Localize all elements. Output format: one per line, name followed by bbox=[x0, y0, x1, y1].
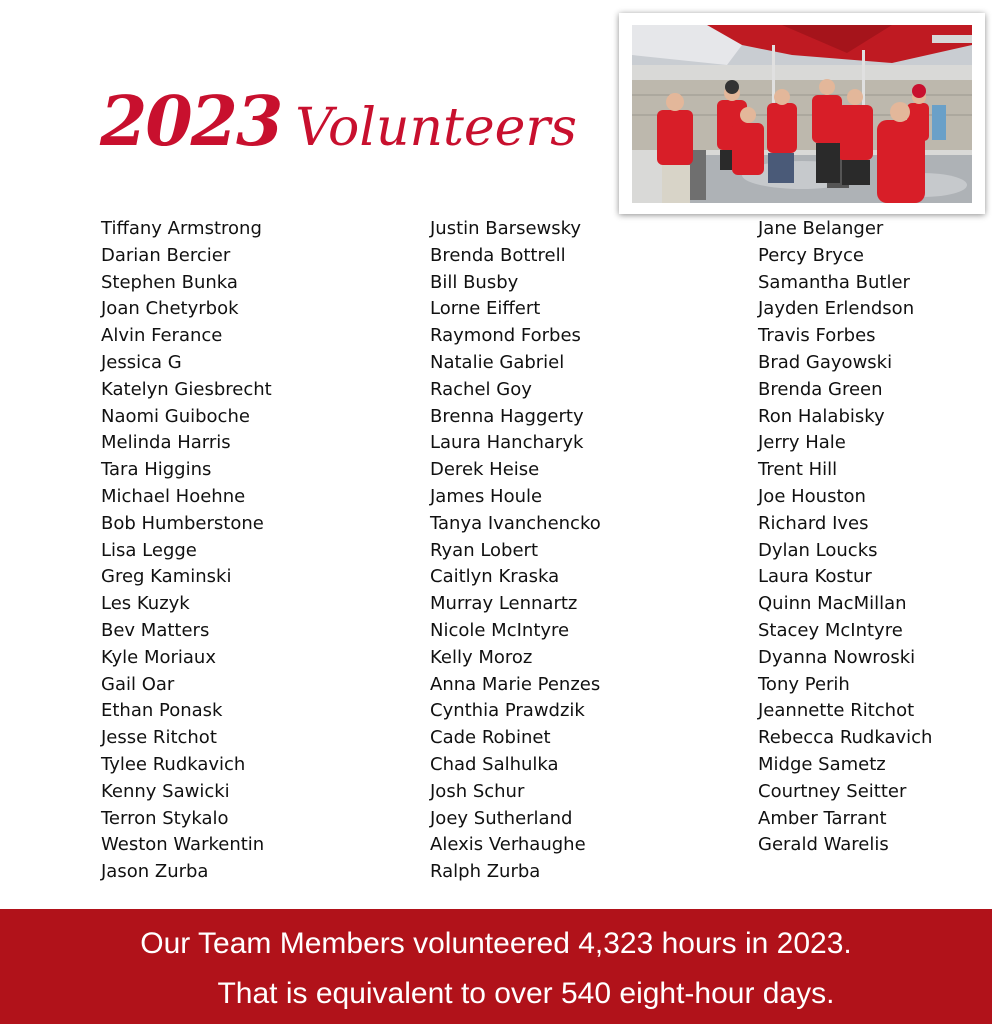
volunteer-name: Joan Chetyrbok bbox=[101, 298, 239, 320]
volunteer-name: Alexis Verhaughe bbox=[430, 834, 586, 856]
volunteer-name: Courtney Seitter bbox=[758, 780, 907, 802]
volunteer-name: Rachel Goy bbox=[430, 378, 532, 400]
volunteer-name: Greg Kaminski bbox=[101, 566, 232, 588]
volunteer-name: Tylee Rudkavich bbox=[101, 753, 246, 775]
volunteer-name: Tara Higgins bbox=[101, 459, 212, 481]
title-word: Volunteers bbox=[295, 98, 577, 158]
volunteer-name: Brenna Haggerty bbox=[430, 405, 584, 427]
volunteer-name: Kenny Sawicki bbox=[101, 780, 230, 802]
volunteer-name: Justin Barsewsky bbox=[430, 218, 582, 239]
volunteer-name: Bob Humberstone bbox=[101, 512, 264, 534]
volunteer-name: Derek Heise bbox=[430, 459, 540, 481]
volunteer-name: Darian Bercier bbox=[101, 244, 231, 266]
volunteer-name: Samantha Butler bbox=[758, 271, 910, 293]
volunteer-name: Trent Hill bbox=[758, 459, 838, 481]
volunteer-name: Weston Warkentin bbox=[101, 834, 265, 856]
volunteer-photo bbox=[619, 13, 985, 214]
volunteer-name: Joe Houston bbox=[758, 485, 866, 507]
volunteer-name: Jeannette Ritchot bbox=[758, 700, 915, 722]
volunteer-name: Gerald Warelis bbox=[758, 834, 889, 856]
volunteer-name: Laura Kostur bbox=[758, 566, 872, 588]
volunteer-name: Jane Belanger bbox=[758, 218, 884, 239]
volunteer-name: Josh Schur bbox=[430, 780, 525, 802]
banner-line-1: Our Team Members volunteered 4,323 hours in 2023. bbox=[140, 927, 852, 960]
volunteer-name: Stacey McIntyre bbox=[758, 619, 903, 641]
volunteer-name: Jason Zurba bbox=[101, 861, 209, 883]
volunteer-name: Bill Busby bbox=[430, 271, 519, 293]
volunteer-name: Chad Salhulka bbox=[430, 753, 559, 775]
volunteer-column-3 bbox=[758, 216, 932, 859]
volunteer-name: Lorne Eiffert bbox=[430, 298, 541, 320]
banner-line-2: That is equivalent to over 540 eight-hour days. bbox=[217, 977, 835, 1010]
volunteer-name: Ryan Lobert bbox=[430, 539, 539, 561]
volunteer-name: Katelyn Giesbrecht bbox=[101, 378, 272, 400]
page-title bbox=[100, 82, 577, 178]
volunteer-name: Tanya Ivanchencko bbox=[430, 512, 601, 534]
volunteer-column-2 bbox=[430, 216, 601, 886]
volunteer-name: Amber Tarrant bbox=[758, 807, 887, 829]
volunteer-name: Dyanna Nowroski bbox=[758, 646, 916, 668]
volunteer-name: Brad Gayowski bbox=[758, 351, 893, 373]
volunteer-name: Nicole McIntyre bbox=[430, 619, 570, 641]
volunteer-name: Anna Marie Penzes bbox=[430, 673, 601, 695]
title-year: 2023 bbox=[100, 82, 282, 162]
volunteer-name: Laura Hancharyk bbox=[430, 432, 584, 454]
volunteer-name: Jerry Hale bbox=[758, 432, 846, 454]
volunteer-name: Raymond Forbes bbox=[430, 325, 581, 347]
volunteer-name: Lisa Legge bbox=[101, 539, 197, 561]
volunteer-name: Alvin Ferance bbox=[101, 325, 223, 347]
volunteer-name: Natalie Gabriel bbox=[430, 351, 565, 373]
volunteer-name: Midge Sametz bbox=[758, 753, 886, 775]
volunteer-name: Jessica G bbox=[101, 351, 182, 373]
summary-banner bbox=[0, 909, 992, 1024]
volunteer-name: Naomi Guiboche bbox=[101, 405, 250, 427]
volunteer-name: Ralph Zurba bbox=[430, 861, 541, 883]
volunteer-name: James Houle bbox=[430, 485, 543, 507]
volunteer-name: Bev Matters bbox=[101, 619, 210, 641]
volunteer-name: Brenda Green bbox=[758, 378, 883, 400]
volunteer-name: Terron Stykalo bbox=[101, 807, 229, 829]
volunteer-column-1 bbox=[101, 216, 272, 886]
volunteer-name: Travis Forbes bbox=[758, 325, 876, 347]
volunteer-name: Dylan Loucks bbox=[758, 539, 878, 561]
volunteer-name: Ethan Ponask bbox=[101, 700, 223, 722]
volunteer-name: Cade Robinet bbox=[430, 727, 551, 749]
volunteer-name: Rebecca Rudkavich bbox=[758, 727, 933, 749]
volunteer-name: Murray Lennartz bbox=[430, 593, 578, 615]
volunteer-name: Kyle Moriaux bbox=[101, 646, 216, 668]
volunteer-name: Tony Perih bbox=[758, 673, 850, 695]
volunteer-name: Stephen Bunka bbox=[101, 271, 238, 293]
volunteer-name: Melinda Harris bbox=[101, 432, 231, 454]
volunteer-name: Ron Halabisky bbox=[758, 405, 885, 427]
volunteer-name: Tiffany Armstrong bbox=[101, 218, 262, 239]
volunteer-photo-image bbox=[632, 25, 972, 203]
volunteer-name: Brenda Bottrell bbox=[430, 244, 566, 266]
volunteer-name: Percy Bryce bbox=[758, 244, 864, 266]
volunteer-name: Les Kuzyk bbox=[101, 593, 190, 615]
volunteer-name: Kelly Moroz bbox=[430, 646, 533, 668]
volunteer-name: Caitlyn Kraska bbox=[430, 566, 560, 588]
volunteer-name: Richard Ives bbox=[758, 512, 869, 534]
volunteer-name: Jesse Ritchot bbox=[101, 727, 217, 749]
volunteer-name: Cynthia Prawdzik bbox=[430, 700, 585, 722]
volunteer-name: Gail Oar bbox=[101, 673, 175, 695]
volunteer-name: Michael Hoehne bbox=[101, 485, 246, 507]
volunteer-name: Joey Sutherland bbox=[430, 807, 573, 829]
volunteer-name: Jayden Erlendson bbox=[758, 298, 915, 320]
volunteer-name: Quinn MacMillan bbox=[758, 593, 907, 615]
